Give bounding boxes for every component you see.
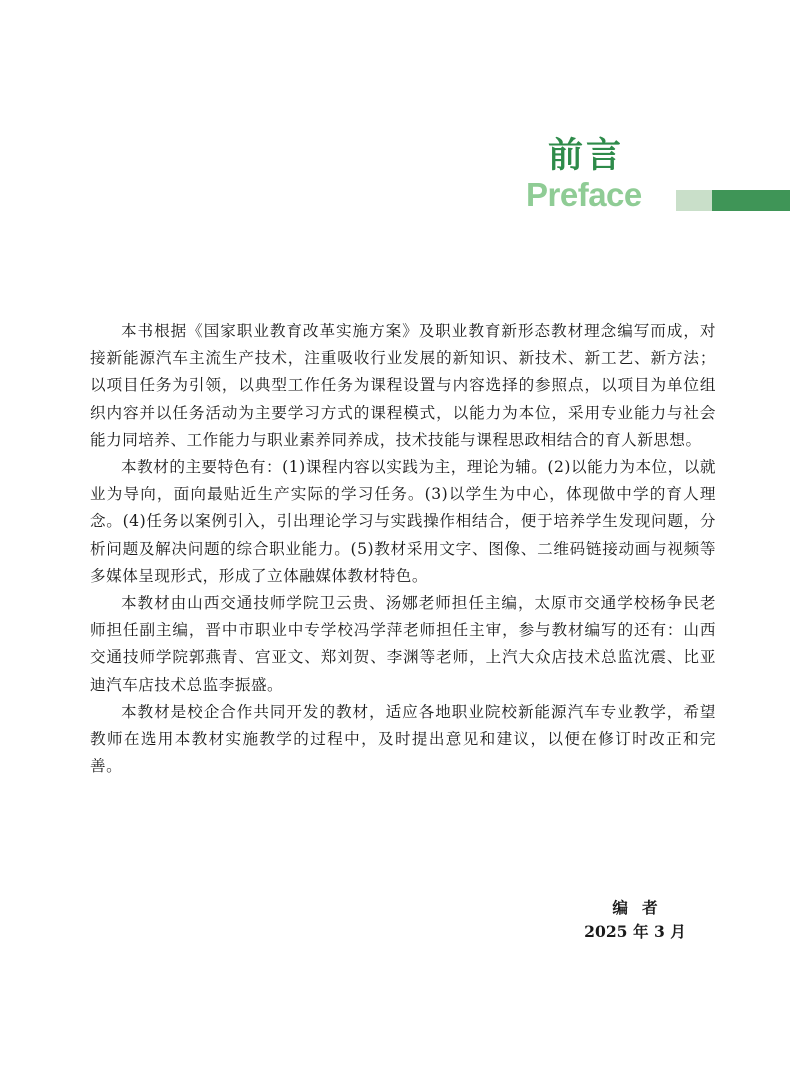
page-title: 前言 [548,136,625,176]
page-subtitle-english: Preface [526,176,642,213]
preface-body [90,318,716,780]
decorative-bar-light [676,190,712,211]
paragraph-4: 本教材是校企合作共同开发的教材，适应各地职业院校新能源汽车专业教学，希望教师在选用本教材实施教学的过程中，及时提出意见和建议，以便在修订时改正和完善。 [90,702,716,776]
paragraph-3: 本教材由山西交通技师学院卫云贵、汤娜老师担任主编，太原市交通学校杨争民老师担任副主编，晋中市职业中专学校冯学萍老师担任主审，参与教材编写的还有：山西交通技师学院郭燕青、宫亚文、郑刘贺、李渊等老师，上汽大众店技术总监沈震、比亚迪汽车店技术总监李振盛。 [90,594,716,694]
signature-block [560,896,710,944]
author-label: 编者 [612,898,672,917]
date-label: 2025 年 3 月 [584,922,686,941]
paragraph-2: 本教材的主要特色有：(1)课程内容以实践为主，理论为辅。(2)以能力为本位，以就业为导向，面向最贴近生产实际的学习任务。(3)以学生为中心，体现做中学的育人理念。(4)任务以案例引入，引出理论学习与实践操作相结合，便于培养学生发现问题，分析问题及解决问题的综合职业能力。(5)教材采用文字、图像、二维码链接动画与视频等多媒体呈现形式，形成了立体融媒体教材特色。 [90,458,716,585]
decorative-bar-dark [712,190,790,211]
paragraph-1: 本书根据《国家职业教育改革实施方案》及职业教育新形态教材理念编写而成，对接新能源汽车主流生产技术，注重吸收行业发展的新知识、新技术、新工艺、新方法；以项目任务为引领，以典型工作任务为课程设置与内容选择的参照点，以项目为单位组织内容并以任务活动为主要学习方式的课程模式，以能力为本位，采用专业能力与社会能力同培养、工作能力与职业素养同养成，技术技能与课程思政相结合的育人新思想。 [90,322,716,449]
